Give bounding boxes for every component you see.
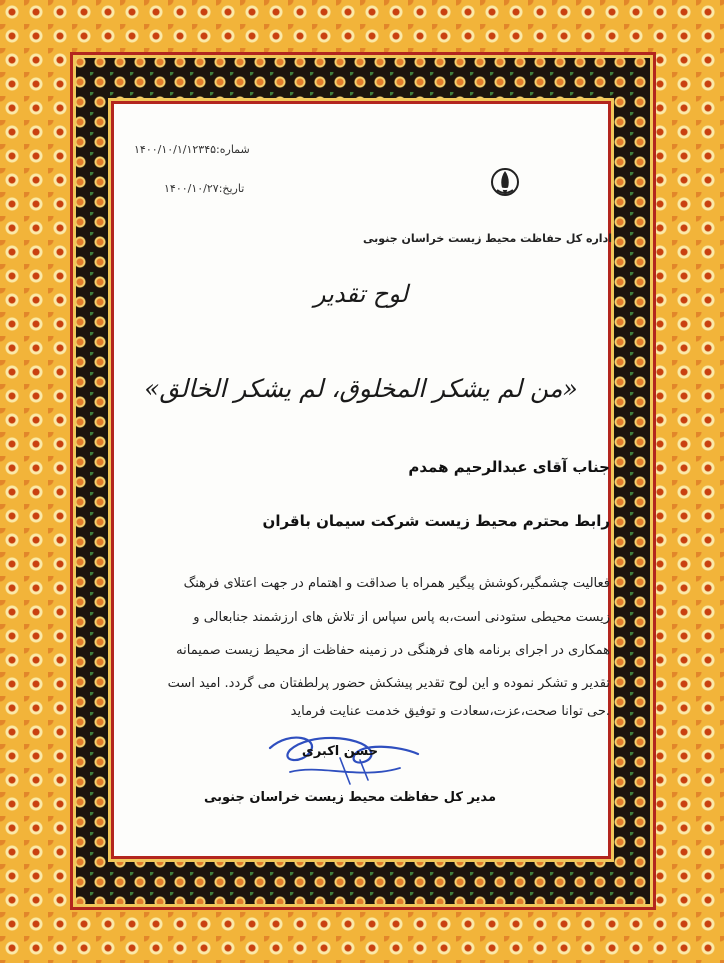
environment-emblem-icon (490, 166, 520, 200)
handwritten-signature (250, 728, 440, 792)
organization-name: اداره کل حفاظت محیط زیست خراسان جنوبی (363, 232, 612, 245)
verse-quote: «من لم یشکر المخلوق، لم یشکر الخالق» (144, 374, 578, 403)
body-line: زیست محیطی ستودنی است،به پاس سپاس از تلاش های ارزشمند جنابعالی و (193, 610, 610, 625)
body-line: تقدیر و تشکر نموده و این لوح تقدیر پیشکش حضور پرلطفتان می گردد. امید است (167, 676, 610, 691)
signer-title: مدیر کل حفاظت محیط زیست خراسان جنوبی (204, 790, 496, 805)
issue-date: تاریخ:۱۴۰۰/۱۰/۲۷ (164, 182, 245, 195)
body-line: فعالیت چشمگیر،کوشش پیگیر همراه با صداقت و اهتمام در جهت اعتلای فرهنگ (183, 576, 610, 591)
body-line: همکاری در اجرای برنامه های فرهنگی در زمینه حفاظت از محیط زیست صمیمانه (176, 643, 610, 658)
recipient-role: رابط محترم محیط زیست شرکت سیمان باقران (262, 512, 610, 530)
recipient-name: جناب آقای عبدالرحیم همدم (408, 458, 610, 476)
body-line: حی توانا صحت،عزت،سعادت و توفیق خدمت عنایت فرماید. (290, 704, 610, 719)
signer-name: حسن اکبری (301, 744, 379, 759)
reference-number: شماره:۱۴۰۰/۱۰/۱/۱۲۳۴۵ (134, 143, 250, 156)
certificate-title: لوح تقدیر (313, 280, 409, 308)
